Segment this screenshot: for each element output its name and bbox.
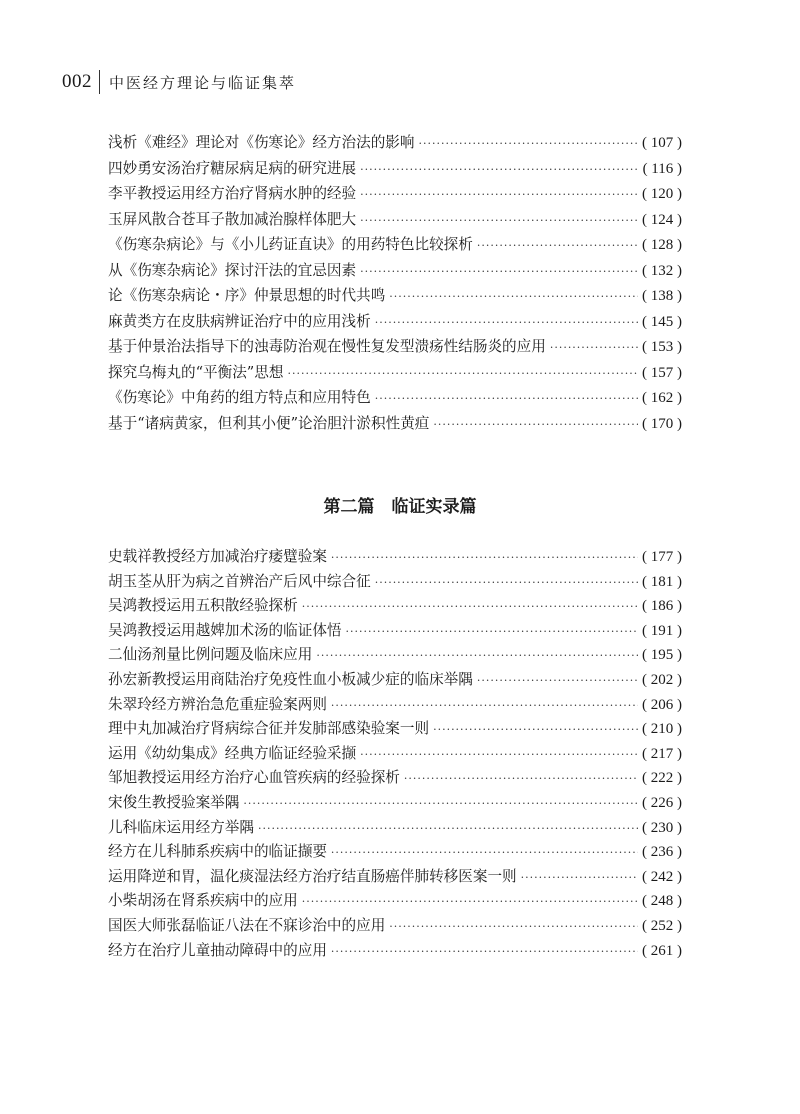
toc-entry-title: 邹旭教授运用经方治疗心血管疾病的经验探析 xyxy=(108,769,400,787)
toc-entry[interactable] xyxy=(108,742,682,767)
toc-entry-title: 孙宏新教授运用商陆治疗免疫性血小板减少症的临床举隅 xyxy=(108,670,473,688)
toc-entry-title: 理中丸加减治疗肾病综合征并发肺部感染验案一则 xyxy=(108,720,430,738)
dot-leader xyxy=(346,625,638,638)
dot-leader xyxy=(302,895,638,908)
toc-entry-page: ( 124 ) xyxy=(642,211,682,228)
dot-leader xyxy=(331,945,638,958)
toc-entry[interactable] xyxy=(108,766,682,791)
toc-entry-title: 宋俊生教授验案举隅 xyxy=(108,793,240,811)
toc-entry-title: 浅析《难经》理论对《伤寒论》经方治法的影响 xyxy=(108,134,415,151)
toc-entry[interactable] xyxy=(108,310,682,336)
page-number: 002 xyxy=(62,71,92,92)
dot-leader xyxy=(302,600,638,613)
toc-entry[interactable] xyxy=(108,284,682,310)
toc-entry[interactable] xyxy=(108,335,682,361)
toc-section-1 xyxy=(108,131,682,437)
toc-entry-page: ( 145 ) xyxy=(642,313,682,330)
toc-entry[interactable] xyxy=(108,386,682,412)
dot-leader xyxy=(331,846,638,859)
toc-entry[interactable] xyxy=(108,791,682,816)
toc-entry[interactable] xyxy=(108,545,682,570)
toc-entry-page: ( 210 ) xyxy=(642,721,682,738)
toc-entry-page: ( 252 ) xyxy=(642,917,682,934)
toc-entry[interactable] xyxy=(108,840,682,865)
toc-entry[interactable] xyxy=(108,619,682,644)
toc-entry-page: ( 177 ) xyxy=(642,549,682,565)
dot-leader xyxy=(287,367,638,380)
toc-entry[interactable] xyxy=(108,208,682,234)
toc-entry-title: 朱翠玲经方辨治急危重症验案两则 xyxy=(108,695,327,713)
toc-entry-page: ( 170 ) xyxy=(642,415,682,432)
toc-entry[interactable] xyxy=(108,233,682,259)
dot-leader xyxy=(477,674,638,687)
toc-entry-page: ( 191 ) xyxy=(642,622,682,639)
toc-entry[interactable] xyxy=(108,668,682,693)
toc-entry-page: ( 242 ) xyxy=(642,868,682,885)
toc-entry-page: ( 206 ) xyxy=(642,696,682,713)
toc-entry-page: ( 107 ) xyxy=(642,135,682,151)
book-title: 中医经方理论与临证集萃 xyxy=(109,73,297,92)
toc-entry-page: ( 132 ) xyxy=(642,262,682,279)
running-header xyxy=(62,70,296,94)
toc-entry-page: ( 236 ) xyxy=(642,844,682,861)
toc-entry[interactable] xyxy=(108,693,682,718)
dot-leader xyxy=(360,214,638,227)
toc-entry[interactable] xyxy=(108,939,682,964)
header-divider xyxy=(99,70,100,94)
dot-leader xyxy=(360,748,638,761)
dot-leader xyxy=(389,920,638,933)
dot-leader xyxy=(375,576,638,589)
toc-entry-page: ( 157 ) xyxy=(642,364,682,381)
dot-leader xyxy=(331,551,638,564)
toc-entry-page: ( 128 ) xyxy=(642,237,682,253)
toc-entry[interactable] xyxy=(108,157,682,183)
dot-leader xyxy=(375,392,638,405)
toc-entry-title: 麻黄类方在皮肤病辨证治疗中的应用浅析 xyxy=(108,312,371,330)
toc-entry-page: ( 202 ) xyxy=(642,671,682,688)
dot-leader xyxy=(433,418,638,431)
section-heading: 第二篇 临证实录篇 xyxy=(323,497,477,517)
toc-entry-title: 吴鸿教授运用五积散经验探析 xyxy=(108,597,298,615)
toc-entry[interactable] xyxy=(108,594,682,619)
dot-leader xyxy=(418,137,638,150)
dot-leader xyxy=(258,822,638,835)
dot-leader xyxy=(243,797,638,810)
toc-entry-page: ( 248 ) xyxy=(642,893,682,910)
toc-entry-page: ( 153 ) xyxy=(642,339,682,355)
toc-entry[interactable] xyxy=(108,643,682,668)
toc-entry-page: ( 138 ) xyxy=(642,288,682,304)
toc-entry-title: 经方在治疗儿童抽动障碍中的应用 xyxy=(108,941,327,959)
dot-leader xyxy=(477,239,638,252)
toc-entry-title: 论《伤寒杂病论・序》仲景思想的时代共鸣 xyxy=(108,287,386,304)
toc-entry-title: 运用降逆和胃，温化痰湿法经方治疗结直肠癌伴肺转移医案一则 xyxy=(108,867,517,885)
toc-entry-page: ( 162 ) xyxy=(642,390,682,406)
toc-entry-title: 胡玉荃从肝为病之首辨治产后风中综合征 xyxy=(108,572,371,590)
toc-entry-title: 史载祥教授经方加减治疗痿躄验案 xyxy=(108,548,327,565)
toc-entry-title: 国医大师张磊临证八法在不寐诊治中的应用 xyxy=(108,916,386,934)
toc-entry-title: 基于仲景治法指导下的浊毒防治观在慢性复发型溃疡性结肠炎的应用 xyxy=(108,338,546,355)
toc-entry[interactable] xyxy=(108,914,682,939)
toc-entry-page: ( 181 ) xyxy=(642,573,682,590)
toc-entry[interactable] xyxy=(108,889,682,914)
dot-leader xyxy=(375,316,638,329)
toc-entry[interactable] xyxy=(108,131,682,157)
dot-leader xyxy=(521,871,638,884)
toc-entry[interactable] xyxy=(108,412,682,438)
toc-entry-page: ( 226 ) xyxy=(642,794,682,811)
toc-entry-title: 李平教授运用经方治疗肾病水肿的经验 xyxy=(108,185,357,202)
toc-entry-title: 经方在儿科肺系疾病中的临证撷要 xyxy=(108,843,327,861)
toc-entry-title: 二仙汤剂量比例问题及临床应用 xyxy=(108,646,313,664)
toc-entry-title: 从《伤寒杂病论》探讨汗法的宜忌因素 xyxy=(108,261,357,279)
dot-leader xyxy=(316,649,638,662)
dot-leader xyxy=(404,772,638,785)
toc-entry[interactable] xyxy=(108,865,682,890)
dot-leader xyxy=(360,188,638,201)
toc-entry-title: 吴鸿教授运用越婢加术汤的临证体悟 xyxy=(108,621,342,639)
toc-entry[interactable] xyxy=(108,361,682,387)
toc-section-2 xyxy=(108,545,682,963)
toc-entry-title: 基于“诸病黄家，但利其小便”论治胆汁淤积性黄疸 xyxy=(108,414,430,432)
toc-entry-title: 玉屏风散合苍耳子散加减治腺样体肥大 xyxy=(108,210,357,228)
toc-entry-page: ( 186 ) xyxy=(642,598,682,615)
dot-leader xyxy=(389,290,638,303)
toc-entry-title: 《伤寒杂病论》与《小儿药证直诀》的用药特色比较探析 xyxy=(108,236,473,253)
toc-entry-title: 小柴胡汤在肾系疾病中的应用 xyxy=(108,892,298,910)
toc-entry-title: 儿科临床运用经方举隅 xyxy=(108,818,254,836)
dot-leader xyxy=(360,163,638,176)
toc-entry-page: ( 116 ) xyxy=(642,160,682,177)
toc-entry[interactable] xyxy=(108,816,682,841)
toc-entry-title: 《伤寒论》中角药的组方特点和应用特色 xyxy=(108,389,371,406)
dot-leader xyxy=(550,341,638,354)
toc-entry[interactable] xyxy=(108,717,682,742)
toc-entry[interactable] xyxy=(108,259,682,285)
toc-entry-page: ( 261 ) xyxy=(642,942,682,959)
dot-leader xyxy=(331,699,638,712)
toc-entry-page: ( 222 ) xyxy=(642,770,682,787)
dot-leader xyxy=(360,265,638,278)
toc-entry-title: 四妙勇安汤治疗糖尿病足病的研究进展 xyxy=(108,159,357,177)
toc-entry-page: ( 120 ) xyxy=(642,186,682,202)
toc-entry[interactable] xyxy=(108,182,682,208)
toc-entry-title: 探究乌梅丸的“平衡法”思想 xyxy=(108,363,284,381)
toc-entry-page: ( 230 ) xyxy=(642,819,682,836)
dot-leader xyxy=(433,723,638,736)
toc-entry-page: ( 195 ) xyxy=(642,647,682,664)
toc-entry[interactable] xyxy=(108,570,682,595)
toc-entry-title: 运用《幼幼集成》经典方临证经验采撷 xyxy=(108,744,357,762)
toc-entry-page: ( 217 ) xyxy=(642,745,682,762)
